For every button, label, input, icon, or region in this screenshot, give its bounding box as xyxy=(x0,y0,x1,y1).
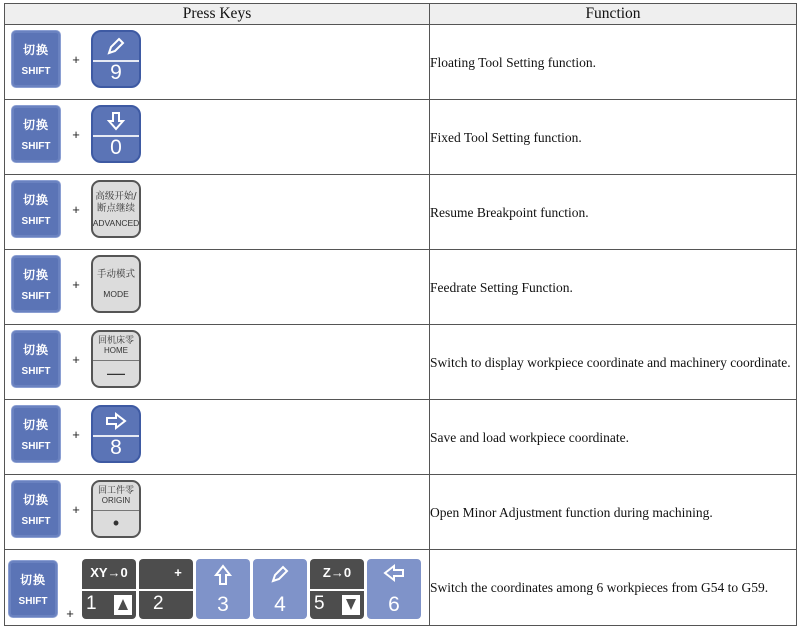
keys-cell xyxy=(5,25,430,100)
function-cell: Switch the coordinates among 6 workpieces from G54 to G59. xyxy=(430,550,797,626)
table-row xyxy=(5,325,797,400)
key-2: + 2 xyxy=(139,559,193,619)
table-row xyxy=(5,475,797,550)
pencil-icon xyxy=(269,563,291,585)
table-row xyxy=(5,250,797,325)
table-row xyxy=(5,550,797,626)
keys-cell xyxy=(5,550,430,626)
shift-key: 切换 SHIFT xyxy=(11,180,61,238)
plus-sign: + xyxy=(72,201,80,217)
keys-cell xyxy=(5,475,430,550)
header-row xyxy=(5,4,797,25)
arrow-down-icon xyxy=(105,110,127,132)
header-function: Function xyxy=(430,4,797,25)
keys-cell xyxy=(5,175,430,250)
key-1: XY→0 1 xyxy=(82,559,136,619)
function-cell: Open Minor Adjustment function during machining. xyxy=(430,475,797,550)
plus-sign: + xyxy=(72,126,80,142)
header-press-keys: Press Keys xyxy=(5,4,430,25)
shift-key: 切换 SHIFT xyxy=(11,405,61,463)
function-cell: Floating Tool Setting function. xyxy=(430,25,797,100)
shift-key: 切换 SHIFT xyxy=(11,30,61,88)
plus-sign: + xyxy=(72,351,80,367)
key-5: Z→0 5 xyxy=(310,559,364,619)
shift-key: 切换 SHIFT xyxy=(11,105,61,163)
plus-sign: + xyxy=(72,51,80,67)
shift-key: 切换 SHIFT xyxy=(11,255,61,313)
home-key: 回机床零 HOME — xyxy=(91,330,141,388)
arrow-left-icon xyxy=(382,563,406,583)
plus-sign: + xyxy=(72,501,80,517)
key-3: 3 xyxy=(196,559,250,619)
function-cell: Switch to display workpiece coordinate and machinery coordinate. xyxy=(430,325,797,400)
key-0: 0 xyxy=(91,105,141,163)
arrow-up-icon xyxy=(114,595,132,615)
table-row xyxy=(5,175,797,250)
keys-cell xyxy=(5,325,430,400)
keys-cell xyxy=(5,250,430,325)
plus-sign: + xyxy=(66,606,74,621)
key-8: 8 xyxy=(91,405,141,463)
shift-key: 切换 SHIFT xyxy=(11,480,61,538)
mode-key: 手动模式 MODE xyxy=(91,255,141,313)
key-6: 6 xyxy=(367,559,421,619)
table-row xyxy=(5,25,797,100)
shift-key: 切换 SHIFT xyxy=(11,330,61,388)
shift-key: 切换 SHIFT xyxy=(8,560,58,618)
key-function-table xyxy=(4,3,797,626)
table-row xyxy=(5,400,797,475)
function-cell: Resume Breakpoint function. xyxy=(430,175,797,250)
arrow-right-icon xyxy=(104,411,128,431)
plus-sign: + xyxy=(72,426,80,442)
pencil-icon xyxy=(105,35,127,57)
arrow-down-icon xyxy=(342,595,360,615)
function-cell: Fixed Tool Setting function. xyxy=(430,100,797,175)
key-9: 9 xyxy=(91,30,141,88)
keys-cell xyxy=(5,100,430,175)
advanced-key: 高级开始/ 断点继续 ADVANCED xyxy=(91,180,141,238)
plus-sign: + xyxy=(72,276,80,292)
table-row xyxy=(5,100,797,175)
function-cell: Feedrate Setting Function. xyxy=(430,250,797,325)
arrow-up-icon xyxy=(213,563,233,587)
key-4: 4 xyxy=(253,559,307,619)
keys-cell xyxy=(5,400,430,475)
origin-key: 回工件零 ORIGIN • xyxy=(91,480,141,538)
function-cell: Save and load workpiece coordinate. xyxy=(430,400,797,475)
